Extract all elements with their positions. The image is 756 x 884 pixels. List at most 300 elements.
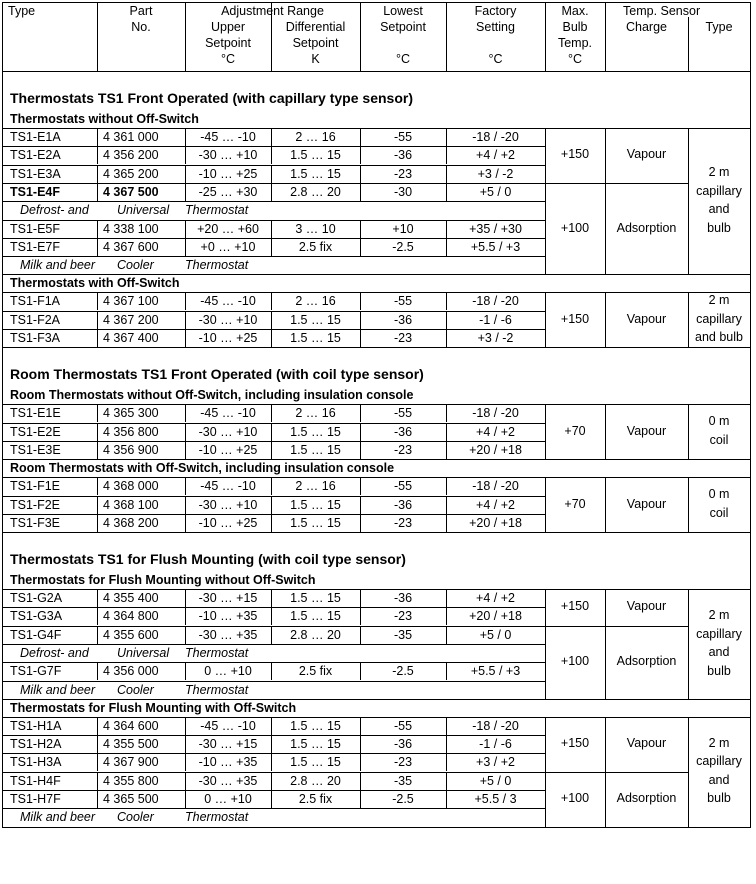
sensor-type-cell: capillary	[696, 184, 742, 198]
note-text: Defrost- and	[20, 203, 89, 217]
column-line	[271, 790, 272, 808]
type-cell: TS1-E3A	[10, 167, 61, 181]
row-line	[2, 808, 546, 809]
column-line	[271, 183, 272, 201]
column-line	[271, 717, 272, 735]
column-line	[446, 589, 447, 607]
column-line	[97, 311, 98, 329]
upper-setpoint-cell: -45 … -10	[200, 130, 256, 144]
column-line	[97, 735, 98, 753]
column-line	[97, 477, 98, 495]
column-line	[97, 423, 98, 441]
column-line	[271, 292, 272, 310]
row-line	[2, 220, 546, 221]
row-line	[2, 311, 546, 312]
row-line	[545, 772, 689, 773]
column-line	[360, 238, 361, 256]
upper-setpoint-cell: 0 … +10	[204, 792, 252, 806]
row-line	[2, 441, 546, 442]
row-line	[2, 238, 546, 239]
header-max-bulb-temp: Bulb	[562, 20, 588, 34]
type-cell: TS1-E4F	[10, 185, 61, 199]
row-line	[2, 423, 546, 424]
upper-setpoint-cell: -30 … +35	[198, 774, 258, 788]
differential-cell: 2 … 16	[295, 406, 336, 420]
row-line	[545, 183, 689, 184]
header-differential-setpoint: Differential	[285, 20, 346, 34]
column-line	[271, 220, 272, 238]
sensor-type-cell: coil	[709, 433, 729, 447]
part-no-cell: 4 365 200	[103, 167, 159, 181]
column-line	[360, 404, 361, 422]
lowest-setpoint-cell: -36	[393, 148, 413, 162]
column-line	[688, 404, 689, 459]
column-line	[360, 128, 361, 146]
column-line	[360, 772, 361, 790]
column-line	[446, 292, 447, 310]
column-line	[360, 183, 361, 201]
factory-setting-cell: +35 / +30	[469, 222, 522, 236]
column-line	[360, 626, 361, 644]
header-adjustment-range: Adjustment Range	[221, 4, 324, 18]
upper-setpoint-cell: +0 … +10	[200, 240, 256, 254]
type-cell: TS1-H2A	[10, 737, 62, 751]
column-line	[97, 146, 98, 164]
part-no-cell: 4 356 900	[103, 443, 159, 457]
column-line	[185, 128, 186, 146]
charge-cell: Vapour	[626, 147, 667, 161]
column-line	[185, 441, 186, 459]
lowest-setpoint-cell: -36	[393, 591, 413, 605]
sensor-type-cell: coil	[709, 506, 729, 520]
factory-setting-cell: +5.5 / 3	[474, 792, 517, 806]
header-upper-setpoint: Setpoint	[205, 36, 251, 50]
note-text: Thermostat	[185, 646, 249, 660]
column-line	[446, 607, 447, 625]
upper-setpoint-cell: -10 … +25	[198, 331, 258, 345]
note-text: Milk and beer	[20, 810, 96, 824]
factory-setting-cell: -1 / -6	[479, 737, 512, 751]
header-column-line	[2, 2, 3, 71]
differential-cell: 1.5 … 15	[290, 719, 341, 733]
sensor-type-cell: bulb	[707, 221, 731, 235]
header-upper-setpoint: °C	[220, 52, 236, 66]
column-line	[360, 717, 361, 735]
column-line	[185, 735, 186, 753]
lowest-setpoint-cell: -2.5	[392, 664, 414, 678]
header-factory-setting: Factory	[474, 4, 517, 18]
column-line	[360, 496, 361, 514]
group-title: Room Thermostats with Off-Switch, including insulation console	[10, 461, 395, 475]
note-text: Thermostat	[185, 258, 249, 272]
lowest-setpoint-cell: -23	[393, 516, 413, 530]
differential-cell: 2.5 fix	[298, 792, 333, 806]
column-line	[446, 146, 447, 164]
row-line	[2, 735, 546, 736]
column-line	[446, 128, 447, 146]
sensor-type-cell: bulb	[707, 791, 731, 805]
upper-setpoint-cell: 0 … +10	[204, 664, 252, 678]
column-line	[97, 404, 98, 422]
part-no-cell: 4 367 100	[103, 294, 159, 308]
column-line	[185, 753, 186, 771]
sensor-type-cell: and	[708, 773, 730, 787]
column-line	[360, 477, 361, 495]
differential-cell: 1.5 … 15	[290, 516, 341, 530]
factory-setting-cell: +20 / +18	[469, 443, 522, 457]
part-no-cell: 4 365 300	[103, 406, 159, 420]
sensor-type-cell: capillary	[696, 627, 742, 641]
note-text: Defrost- and	[20, 646, 89, 660]
upper-setpoint-cell: -45 … -10	[200, 294, 256, 308]
column-line	[360, 311, 361, 329]
lowest-setpoint-cell: +10	[392, 222, 414, 236]
part-no-cell: 4 355 800	[103, 774, 159, 788]
column-line	[271, 514, 272, 532]
header-factory-setting: Setting	[476, 20, 515, 34]
column-line	[185, 477, 186, 495]
upper-setpoint-cell: +20 … +60	[197, 222, 259, 236]
column-line	[446, 735, 447, 753]
column-line	[185, 220, 186, 238]
header-lowest-setpoint: °C	[395, 52, 411, 66]
row-line	[2, 662, 546, 663]
column-line	[97, 514, 98, 532]
column-line	[360, 514, 361, 532]
section-title: Thermostats TS1 Front Operated (with capillary type sensor)	[10, 90, 413, 106]
row-line	[2, 514, 546, 515]
upper-setpoint-cell: -30 … +35	[198, 628, 258, 642]
column-line	[185, 607, 186, 625]
column-line	[446, 662, 447, 680]
factory-setting-cell: +5 / 0	[479, 185, 512, 199]
column-line	[360, 662, 361, 680]
column-line	[360, 292, 361, 310]
part-no-cell: 4 338 100	[103, 222, 159, 236]
part-no-cell: 4 367 900	[103, 755, 159, 769]
charge-cell: Vapour	[626, 497, 667, 511]
column-line	[97, 790, 98, 808]
type-cell: TS1-G2A	[10, 591, 63, 605]
group-title: Thermostats for Flush Mounting without Off-Switch	[10, 573, 316, 587]
row-line	[2, 496, 546, 497]
factory-setting-cell: +3 / +2	[476, 755, 515, 769]
header-max-bulb-temp: Max.	[561, 4, 589, 18]
column-line	[97, 441, 98, 459]
lowest-setpoint-cell: -36	[393, 313, 413, 327]
part-no-cell: 4 367 600	[103, 240, 159, 254]
column-line	[271, 753, 272, 771]
charge-cell: Adsorption	[616, 791, 677, 805]
max-bulb-temp-cell: +70	[564, 497, 586, 511]
max-bulb-temp-cell: +100	[560, 221, 590, 235]
max-bulb-temp-cell: +100	[560, 654, 590, 668]
column-line	[185, 404, 186, 422]
sensor-type-cell: and	[708, 645, 730, 659]
column-line	[97, 662, 98, 680]
row-line	[2, 256, 546, 257]
row-line	[2, 753, 546, 754]
upper-setpoint-cell: -25 … +30	[198, 185, 258, 199]
charge-cell: Vapour	[626, 424, 667, 438]
column-line	[97, 292, 98, 310]
lowest-setpoint-cell: -36	[393, 498, 413, 512]
column-line	[97, 607, 98, 625]
sensor-type-cell: and	[708, 202, 730, 216]
column-line	[185, 311, 186, 329]
column-line	[97, 589, 98, 607]
header-bottom-border	[2, 71, 751, 72]
type-cell: TS1-E1A	[10, 130, 61, 144]
group-bottom-border	[2, 532, 751, 533]
column-line	[271, 735, 272, 753]
differential-cell: 3 … 10	[295, 222, 336, 236]
column-line	[271, 772, 272, 790]
factory-setting-cell: +20 / +18	[469, 609, 522, 623]
column-line	[360, 790, 361, 808]
type-cell: TS1-E3E	[10, 443, 61, 457]
part-no-cell: 4 356 000	[103, 664, 159, 678]
lowest-setpoint-cell: -30	[393, 185, 413, 199]
header-lowest-setpoint: Lowest	[383, 4, 423, 18]
part-no-cell: 4 355 400	[103, 591, 159, 605]
row-line	[2, 146, 546, 147]
column-line	[271, 311, 272, 329]
header-type: Type	[8, 4, 36, 18]
upper-setpoint-cell: -45 … -10	[200, 719, 256, 733]
upper-setpoint-cell: -30 … +10	[198, 498, 258, 512]
upper-setpoint-cell: -45 … -10	[200, 479, 256, 493]
column-line	[185, 292, 186, 310]
type-cell: TS1-H1A	[10, 719, 62, 733]
differential-cell: 2.8 … 20	[290, 185, 341, 199]
sensor-type-cell: 2 m	[708, 608, 730, 622]
column-line	[185, 183, 186, 201]
max-bulb-temp-cell: +150	[560, 736, 590, 750]
type-cell: TS1-G4F	[10, 628, 62, 642]
row-line	[2, 201, 546, 202]
upper-setpoint-cell: -10 … +25	[198, 516, 258, 530]
column-line	[446, 404, 447, 422]
sensor-type-cell: and bulb	[695, 330, 743, 344]
column-line	[271, 238, 272, 256]
charge-cell: Adsorption	[616, 221, 677, 235]
sensor-type-cell: capillary	[696, 754, 742, 768]
group-bottom-border	[2, 827, 751, 828]
header-max-bulb-temp: °C	[567, 52, 583, 66]
column-line	[97, 329, 98, 347]
part-no-cell: 4 356 800	[103, 425, 159, 439]
factory-setting-cell: +4 / +2	[476, 425, 515, 439]
group-bottom-border	[2, 699, 751, 700]
factory-setting-cell: +4 / +2	[476, 591, 515, 605]
header-factory-setting: °C	[488, 52, 503, 66]
row-line	[2, 329, 546, 330]
column-line	[185, 514, 186, 532]
header-temp-sensor: Temp. Sensor	[623, 4, 701, 18]
differential-cell: 1.5 … 15	[290, 425, 341, 439]
factory-setting-cell: +5.5 / +3	[470, 664, 521, 678]
type-cell: TS1-G7F	[10, 664, 62, 678]
column-line	[97, 220, 98, 238]
note-text: Milk and beer	[20, 258, 96, 272]
header-part-no: Part	[129, 4, 153, 18]
upper-setpoint-cell: -30 … +15	[198, 737, 258, 751]
type-cell: TS1-E1E	[10, 406, 61, 420]
part-no-cell: 4 355 500	[103, 737, 159, 751]
column-line	[271, 496, 272, 514]
note-text: Cooler	[117, 810, 154, 824]
part-no-cell: 4 367 500	[103, 185, 159, 199]
header-part-no: No.	[131, 20, 151, 34]
header-sensor-type: Type	[705, 20, 733, 34]
header-column-line	[750, 2, 751, 71]
upper-setpoint-cell: -10 … +35	[198, 755, 258, 769]
part-no-cell: 4 355 600	[103, 628, 159, 642]
column-line	[185, 772, 186, 790]
upper-setpoint-cell: -30 … +10	[198, 313, 258, 327]
column-line	[185, 329, 186, 347]
lowest-setpoint-cell: -23	[393, 443, 413, 457]
table-right-border	[750, 71, 751, 827]
factory-setting-cell: +20 / +18	[469, 516, 522, 530]
column-line	[271, 128, 272, 146]
note-text: Thermostat	[185, 810, 249, 824]
column-line	[97, 772, 98, 790]
factory-setting-cell: -18 / -20	[472, 719, 519, 733]
factory-setting-cell: +4 / +2	[476, 498, 515, 512]
column-line	[185, 662, 186, 680]
lowest-setpoint-cell: -55	[393, 294, 413, 308]
charge-cell: Vapour	[626, 599, 667, 613]
part-no-cell: 4 364 800	[103, 609, 159, 623]
column-line	[185, 717, 186, 735]
column-line	[97, 165, 98, 183]
column-line	[446, 772, 447, 790]
group-top-border	[2, 128, 751, 129]
lowest-setpoint-cell: -23	[393, 609, 413, 623]
column-line	[446, 626, 447, 644]
column-line	[97, 496, 98, 514]
group-top-border	[2, 717, 751, 718]
differential-cell: 1.5 … 15	[290, 167, 341, 181]
part-no-cell: 4 367 400	[103, 331, 159, 345]
header-lowest-setpoint: Setpoint	[380, 20, 426, 34]
column-line	[271, 404, 272, 422]
row-line	[2, 165, 546, 166]
type-cell: TS1-E2A	[10, 148, 61, 162]
differential-cell: 1.5 … 15	[290, 591, 341, 605]
column-line	[688, 128, 689, 274]
charge-cell: Adsorption	[616, 654, 677, 668]
factory-setting-cell: +5 / 0	[479, 774, 512, 788]
differential-cell: 2.5 fix	[298, 664, 333, 678]
part-no-cell: 4 367 200	[103, 313, 159, 327]
column-line	[360, 735, 361, 753]
column-line	[446, 423, 447, 441]
lowest-setpoint-cell: -36	[393, 425, 413, 439]
part-no-cell: 4 364 600	[103, 719, 159, 733]
column-line	[185, 589, 186, 607]
column-line	[446, 753, 447, 771]
column-line	[446, 514, 447, 532]
differential-cell: 2.8 … 20	[290, 774, 341, 788]
note-text: Universal	[117, 203, 170, 217]
charge-cell: Vapour	[626, 312, 667, 326]
lowest-setpoint-cell: -2.5	[392, 792, 414, 806]
note-text: Milk and beer	[20, 683, 96, 697]
type-cell: TS1-E5F	[10, 222, 61, 236]
column-line	[97, 128, 98, 146]
part-no-cell: 4 368 000	[103, 479, 159, 493]
section-title: Thermostats TS1 for Flush Mounting (with coil type sensor)	[10, 551, 406, 567]
column-line	[185, 790, 186, 808]
column-line	[185, 626, 186, 644]
sensor-type-cell: bulb	[707, 664, 731, 678]
column-line	[688, 477, 689, 532]
column-line	[271, 477, 272, 495]
sensor-type-cell: 0 m	[708, 414, 730, 428]
group-top-border	[2, 404, 751, 405]
type-cell: TS1-F1E	[10, 479, 61, 493]
upper-setpoint-cell: -10 … +25	[198, 443, 258, 457]
differential-cell: 1.5 … 15	[290, 443, 341, 457]
column-line	[446, 329, 447, 347]
note-text: Cooler	[117, 258, 154, 272]
lowest-setpoint-cell: -55	[393, 479, 413, 493]
column-line	[271, 146, 272, 164]
max-bulb-temp-cell: +70	[564, 424, 586, 438]
column-line	[185, 146, 186, 164]
type-cell: TS1-E2E	[10, 425, 61, 439]
max-bulb-temp-cell: +150	[560, 147, 590, 161]
type-cell: TS1-H7F	[10, 792, 61, 806]
upper-setpoint-cell: -10 … +35	[198, 609, 258, 623]
sensor-type-cell: 0 m	[708, 487, 730, 501]
sensor-type-cell: 2 m	[708, 293, 730, 307]
lowest-setpoint-cell: -55	[393, 130, 413, 144]
column-line	[446, 496, 447, 514]
column-line	[360, 329, 361, 347]
column-line	[360, 441, 361, 459]
column-line	[97, 183, 98, 201]
lowest-setpoint-cell: -23	[393, 331, 413, 345]
group-title: Thermostats for Flush Mounting with Off-Switch	[10, 701, 297, 715]
sensor-type-cell: 2 m	[708, 165, 730, 179]
column-line	[185, 165, 186, 183]
column-line	[271, 441, 272, 459]
column-line	[446, 311, 447, 329]
lowest-setpoint-cell: -2.5	[392, 240, 414, 254]
column-line	[271, 165, 272, 183]
type-cell: TS1-H4F	[10, 774, 61, 788]
column-line	[446, 165, 447, 183]
row-line	[545, 626, 689, 627]
lowest-setpoint-cell: -35	[393, 628, 413, 642]
part-no-cell: 4 365 500	[103, 792, 159, 806]
type-cell: TS1-G3A	[10, 609, 63, 623]
column-line	[446, 238, 447, 256]
header-differential-setpoint: Setpoint	[292, 36, 339, 50]
differential-cell: 1.5 … 15	[290, 313, 341, 327]
column-line	[360, 220, 361, 238]
column-line	[97, 753, 98, 771]
lowest-setpoint-cell: -23	[393, 755, 413, 769]
row-line	[2, 607, 546, 608]
max-bulb-temp-cell: +150	[560, 312, 590, 326]
part-no-cell: 4 356 200	[103, 148, 159, 162]
lowest-setpoint-cell: -35	[393, 774, 413, 788]
